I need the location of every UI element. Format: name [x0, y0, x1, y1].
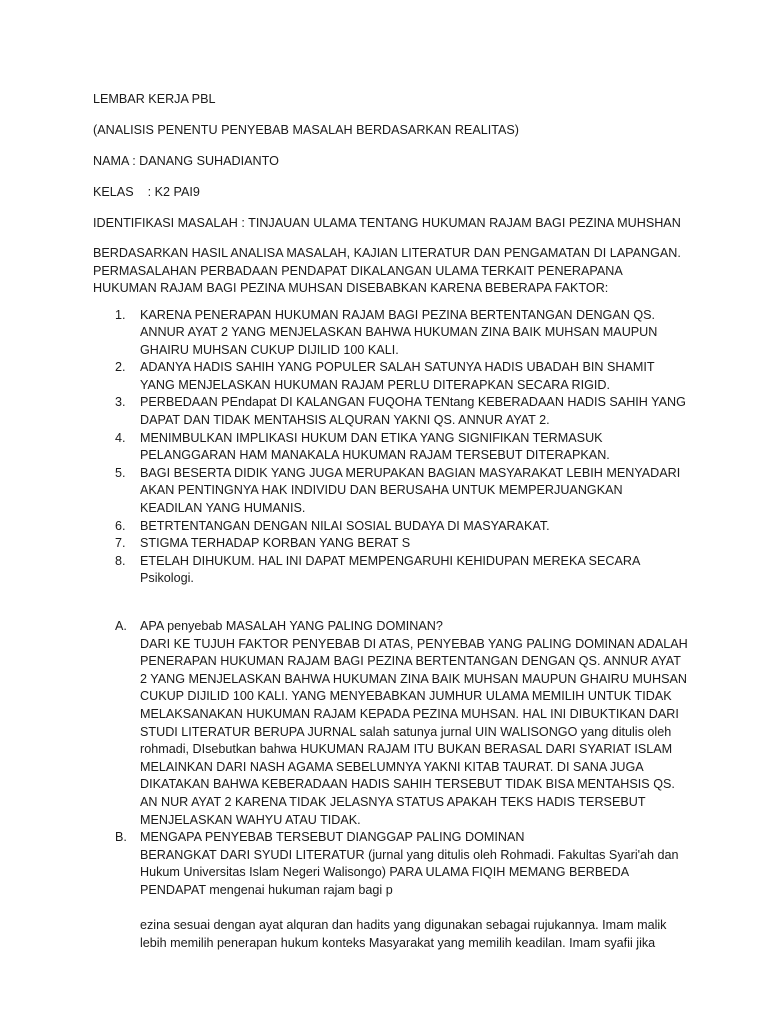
list-item-text: BAGI BESERTA DIDIK YANG JUGA MERUPAKAN BAGIAN MASYARAKAT LEBIH MENYADARI AKAN PENTINGNYA HAK INDIVIDU DAN BERUSAHA UNTUK MEMPERJUANGKAN KEADILAN YANG HUMANIS. [140, 465, 681, 516]
worksheet-title: LEMBAR KERJA PBL [93, 92, 216, 106]
student-name: NAMA : DANANG SUHADIANTO [93, 154, 279, 168]
list-item [93, 307, 688, 360]
list-item-text: MENIMBULKAN IMPLIKASI HUKUM DAN ETIKA YANG SIGNIFIKAN TERMASUK PELANGGARAN HAM MANAKALA HUKUMAN RAJAM TERSEBUT DITERAPKAN. [140, 430, 610, 463]
list-number: 2. [115, 360, 126, 375]
blank-line [140, 900, 688, 918]
factor-list [93, 307, 688, 589]
section-a [93, 618, 688, 829]
list-item [93, 359, 688, 394]
list-number: 5. [115, 465, 126, 480]
list-number: 3. [115, 395, 126, 410]
list-number: 6. [115, 518, 126, 533]
section-b [93, 829, 688, 952]
list-item [93, 518, 688, 536]
list-item-text: ETELAH DIHUKUM. HAL INI DAPAT MEMPENGARUHI KEHIDUPAN MEREKA SECARA Psikologi. [140, 553, 640, 586]
list-item [93, 394, 688, 429]
section-letter: A. [115, 619, 127, 633]
list-item-text: KARENA PENERAPAN HUKUMAN RAJAM BAGI PEZINA BERTENTANGAN DENGAN QS. ANNUR AYAT 2 YANG MENJELASKAN BAHWA HUKUMAN ZINA BAIK MUHSAN MAUPUN GHAIRU MUHSAN CUKUP DIJILID 100 KALI. [140, 307, 658, 357]
list-number: 7. [115, 536, 126, 551]
section-answer: DARI KE TUJUH FAKTOR PENYEBAB DI ATAS, PENYEBAB YANG PALING DOMINAN ADALAH PENERAPAN HUKUMAN RAJAM BAGI PEZINA BERTENTANGAN DENGAN QS. ANNUR AYAT 2 YANG MENJELASKAN BAHWA HUKUMAN ZINA BAIK MUHSAN MAUPUN GHAIRU MUHSAN CUKUP DIJILID 100 KALI. YANG MENYEBABKAN JUMHUR ULAMA MEMILIH UNTUK TIDAK MELAKSANAKAN HUKUMAN RAJAM KEPADA PEZINA MUHSAN. HAL INI DIBUKTIKAN DARI STUDI LITERATUR BERUPA JURNAL salah satunya jurnal UIN WALISONGO yang ditulis oleh rohmadi, DIsebutkan bahwa HUKUMAN RAJAM ITU BUKAN BERASAL DARI SYARIAT ISLAM MELAINKAN DARI NASH AGAMA SEBELUMNYA YAKNI KITAB TAURAT. DI SANA JUGA DIKATAKAN BAHWA KEBERADAAN HADIS SAHIH TERSEBUT TIDAK BISA MENTAHSIS QS. AN NUR AYAT 2 KARENA TIDAK JELASNYA STATUS APAKAH TEKS HADIS TERSEBUT MENJELASKAN WAHYU ATAU TIDAK. [140, 636, 688, 827]
student-class: KELAS : K2 PAI9 [93, 185, 200, 199]
section-answer: BERANGKAT DARI SYUDI LITERATUR (jurnal yang ditulis oleh Rohmadi. Fakultas Syari'ah dan Hukum Universitas Islam Negeri Walisongo) PARA ULAMA FIQIH MEMANG BERBEDA PENDAPAT mengenai hukuman rajam bagi p [140, 847, 679, 897]
section-spacer [93, 588, 688, 618]
section-answer-continuation: ezina sesuai dengan ayat alquran dan hadits yang digunakan sebagai rujukannya. Imam malik lebih memilih penerapan hukum konteks Masyarakat yang memilih keadilan. Imam syafii jika [140, 918, 667, 950]
list-item-text: PERBEDAAN PEndapat DI KALANGAN FUQOHA TENtang KEBERADAAN HADIS SAHIH YANG DAPAT DAN TIDAK MENTAHSIS ALQURAN YAKNI QS. ANNUR AYAT 2. [140, 395, 686, 428]
list-item-text: ADANYA HADIS SAHIH YANG POPULER SALAH SATUNYA HADIS UBADAH BIN SHAMIT YANG MENJELASKAN HUKUMAN RAJAM PERLU DITERAPKAN SECARA RIGID. [140, 360, 655, 392]
list-number: 8. [115, 553, 126, 568]
list-item-text: BETRTENTANGAN DENGAN NILAI SOSIAL BUDAYA DI MASYARAKAT. [140, 518, 550, 533]
list-item-text: STIGMA TERHADAP KORBAN YANG BERAT S [140, 536, 411, 551]
section-letter: B. [115, 830, 127, 845]
section-question: MENGAPA PENYEBAB TERSEBUT DIANGGAP PALING DOMINAN [140, 830, 525, 845]
list-number: 4. [115, 430, 126, 445]
problem-identification: IDENTIFIKASI MASALAH : TINJAUAN ULAMA TENTANG HUKUMAN RAJAM BAGI PEZINA MUHSHAN [93, 216, 681, 230]
list-item [93, 535, 688, 553]
worksheet-subtitle: (ANALISIS PENENTU PENYEBAB MASALAH BERDASARKAN REALITAS) [93, 123, 519, 137]
list-number: 1. [115, 307, 126, 322]
list-item [93, 553, 688, 588]
section-question: APA penyebab MASALAH YANG PALING DOMINAN? [140, 619, 443, 633]
intro-paragraph: BERDASARKAN HASIL ANALISA MASALAH, KAJIAN LITERATUR DAN PENGAMATAN DI LAPANGAN. PERMASALAHAN PERBADAAN PENDAPAT DIKALANGAN ULAMA TERKAIT PENERAPANA HUKUMAN RAJAM BAGI PEZINA MUHSAN DISEBABKAN KARENA BEBERAPA FAKTOR: [93, 246, 681, 295]
list-item [93, 465, 688, 518]
list-item [93, 430, 688, 465]
